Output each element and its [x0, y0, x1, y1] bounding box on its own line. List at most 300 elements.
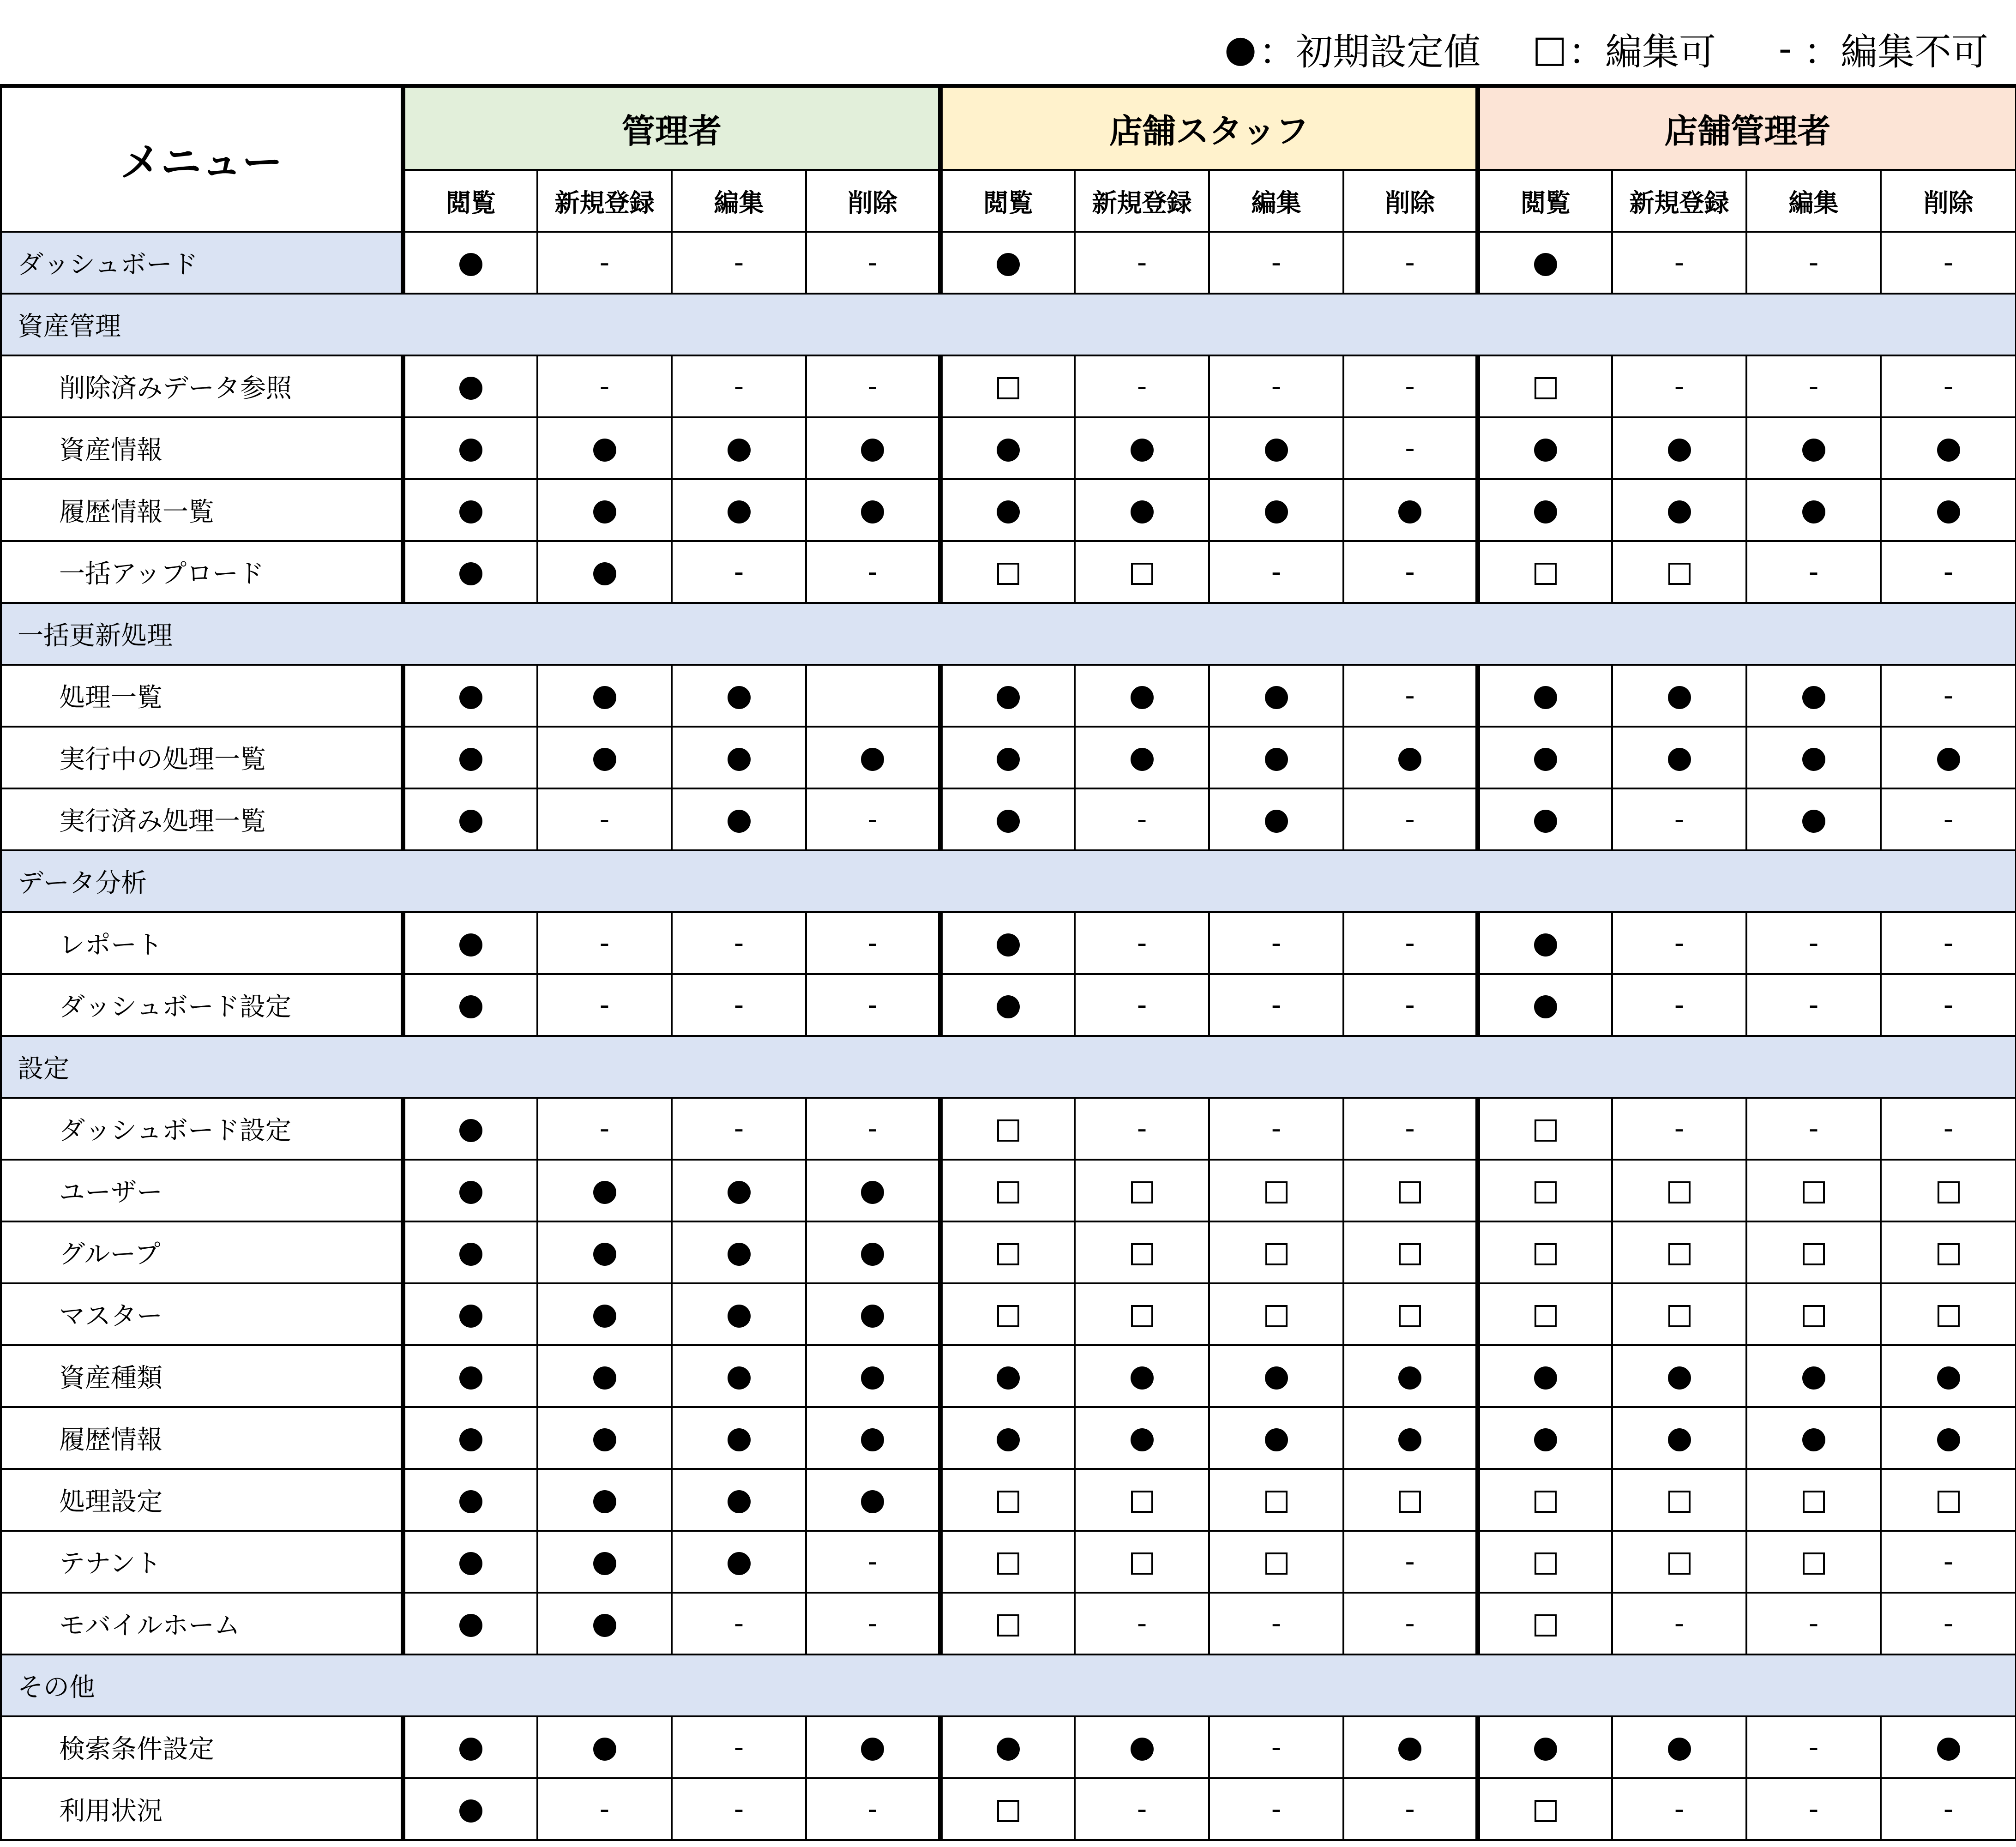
empty-square-icon	[1938, 1305, 1960, 1327]
permission-cell	[672, 1407, 806, 1469]
permission-cell	[403, 417, 537, 479]
filled-circle-icon	[1937, 1738, 1960, 1761]
filled-circle-icon	[728, 810, 751, 833]
dash-icon: -	[1943, 680, 1954, 712]
permission-cell	[1881, 1283, 2016, 1345]
filled-circle-icon	[1131, 748, 1154, 771]
dash-icon: -	[1405, 803, 1415, 836]
filled-circle-icon	[593, 1243, 616, 1266]
permission-cell	[672, 1221, 806, 1283]
permission-cell	[1478, 1531, 1612, 1593]
filled-circle-icon	[1398, 1738, 1421, 1761]
legend-default	[1222, 22, 1480, 75]
filled-circle-icon	[1131, 1738, 1154, 1761]
filled-circle-icon	[728, 1243, 751, 1266]
permission-cell	[806, 417, 940, 479]
permission-cell	[1075, 1098, 1209, 1160]
dash-icon: -	[1271, 556, 1282, 588]
permission-cell	[1343, 1160, 1478, 1221]
section-row	[1, 1036, 2016, 1098]
dash-icon: -	[1943, 927, 1954, 959]
permission-cell	[1343, 727, 1478, 788]
permission-cell	[1612, 541, 1746, 603]
filled-circle-icon	[728, 1428, 751, 1451]
permission-cell	[672, 1345, 806, 1407]
filled-circle-icon	[593, 1614, 616, 1637]
permission-cell	[403, 912, 537, 974]
permission-cell	[1075, 727, 1209, 788]
dash-icon: -	[1674, 247, 1685, 279]
permission-cell	[1343, 665, 1478, 727]
empty-square-icon	[1265, 1305, 1288, 1327]
filled-circle-icon	[459, 439, 482, 462]
permission-cell	[1209, 541, 1343, 603]
dash-icon: -	[1405, 1793, 1415, 1825]
permission-cell	[1746, 355, 1881, 417]
permission-cell	[672, 232, 806, 294]
permission-cell	[1075, 541, 1209, 603]
empty-square-icon	[1535, 1552, 1557, 1575]
filled-circle-icon	[1265, 810, 1288, 833]
filled-circle-icon	[593, 439, 616, 462]
permission-cell	[1881, 1160, 2016, 1221]
permission-cell	[672, 1778, 806, 1840]
permission-cell	[403, 1593, 537, 1654]
permission-cell	[940, 541, 1075, 603]
permission-cell	[806, 788, 940, 850]
filled-circle-icon	[1265, 1366, 1288, 1390]
empty-square-icon	[1399, 1305, 1421, 1327]
permission-cell	[1881, 1221, 2016, 1283]
permission-cell	[806, 1778, 940, 1840]
filled-circle-icon	[997, 686, 1020, 709]
table-row	[1, 1221, 2016, 1283]
dash-icon: -	[599, 803, 610, 836]
permission-cell	[403, 1283, 537, 1345]
filled-circle-icon	[459, 1243, 482, 1266]
empty-square-icon	[1131, 1305, 1153, 1327]
menu-item-label: 実行中の処理一覧	[1, 727, 403, 788]
filled-circle-icon	[459, 562, 482, 585]
permission-cell	[1746, 665, 1881, 727]
permission-cell	[940, 727, 1075, 788]
empty-square-icon	[1668, 1243, 1691, 1265]
permission-cell	[1478, 974, 1612, 1036]
dash-icon: -	[1137, 927, 1147, 959]
dash-icon: -	[867, 1793, 878, 1825]
filled-circle-icon	[1802, 1366, 1825, 1390]
permission-cell	[940, 1407, 1075, 1469]
role-header-store-staff: 店舗スタッフ	[940, 86, 1478, 170]
permission-cell	[1612, 727, 1746, 788]
filled-circle-icon	[1265, 748, 1288, 771]
dash-icon: -	[1137, 370, 1147, 403]
filled-circle-icon	[1668, 748, 1691, 771]
permission-cell	[1881, 1778, 2016, 1840]
dash-icon: -	[734, 247, 744, 279]
permission-cell	[1612, 912, 1746, 974]
permission-cell	[1881, 665, 2016, 727]
dash-icon: -	[1808, 989, 1819, 1021]
empty-square-icon	[1803, 1243, 1825, 1265]
dash-icon: -	[734, 1793, 744, 1825]
dash-icon: -	[734, 1113, 744, 1145]
permission-cell	[672, 479, 806, 541]
filled-circle-icon	[861, 1181, 884, 1204]
filled-circle-icon	[1534, 748, 1557, 771]
permission-cell	[1209, 1469, 1343, 1531]
filled-circle-icon	[1534, 995, 1557, 1018]
dash-icon: -	[1271, 1793, 1282, 1825]
permission-cell	[1881, 355, 2016, 417]
dash-icon: -	[867, 556, 878, 588]
permission-cell	[1881, 1407, 2016, 1469]
table-row	[1, 1407, 2016, 1469]
filled-circle-icon	[459, 1614, 482, 1637]
empty-square-icon	[1938, 1491, 1960, 1513]
permission-cell	[940, 1593, 1075, 1654]
legend-editable	[1531, 22, 1716, 75]
filled-circle-icon	[861, 500, 884, 523]
role-header-admin: 管理者	[403, 86, 940, 170]
filled-circle-icon	[1265, 500, 1288, 523]
filled-circle-icon	[1534, 1428, 1557, 1451]
permission-cell	[1343, 788, 1478, 850]
dash-icon: -	[1405, 1546, 1415, 1578]
filled-circle-icon	[1668, 1738, 1691, 1761]
filled-circle-icon	[593, 748, 616, 771]
permission-cell	[537, 1160, 672, 1221]
filled-circle-icon	[459, 1305, 482, 1328]
permission-cell	[672, 1531, 806, 1593]
legend-not-editable	[1767, 22, 1988, 75]
menu-item-label: ダッシュボード設定	[1, 974, 403, 1036]
filled-circle-icon	[1937, 1428, 1960, 1451]
permission-cell	[1343, 232, 1478, 294]
permission-cell	[672, 541, 806, 603]
permission-cell	[940, 417, 1075, 479]
dash-icon: -	[1405, 989, 1415, 1021]
dash-icon: -	[1778, 27, 1792, 70]
permission-cell	[403, 1221, 537, 1283]
perm-header-create: 新規登録	[1612, 170, 1746, 232]
permission-cell	[1075, 665, 1209, 727]
empty-square-icon	[997, 1119, 1019, 1142]
permission-cell	[1075, 1283, 1209, 1345]
permission-cell	[537, 1221, 672, 1283]
permission-cell	[1209, 1716, 1343, 1778]
permission-cell	[1612, 355, 1746, 417]
section-label: データ分析	[1, 850, 2016, 912]
permission-cell	[1478, 727, 1612, 788]
permission-cell	[940, 665, 1075, 727]
permission-cell	[1478, 232, 1612, 294]
permission-cell	[806, 974, 940, 1036]
filled-circle-icon	[459, 1552, 482, 1575]
permission-cell	[940, 974, 1075, 1036]
empty-square-icon	[1535, 563, 1557, 585]
dash-icon: -	[1674, 1113, 1685, 1145]
filled-circle-icon	[1398, 1428, 1421, 1451]
permission-cell	[537, 1407, 672, 1469]
permission-cell	[1478, 1778, 1612, 1840]
permission-cell	[1478, 417, 1612, 479]
section-label: 資産管理	[1, 294, 2016, 355]
permission-cell	[806, 1469, 940, 1531]
filled-circle-icon	[1802, 810, 1825, 833]
permission-cell	[1209, 1098, 1343, 1160]
empty-square-icon	[1668, 1491, 1691, 1513]
filled-circle-icon	[1131, 500, 1154, 523]
legend	[1222, 14, 1988, 83]
permission-cell	[1746, 1531, 1881, 1593]
permission-cell	[1209, 912, 1343, 974]
section-label: 設定	[1, 1036, 2016, 1098]
permission-cell	[806, 1221, 940, 1283]
menu-item-label: レポート	[1, 912, 403, 974]
table-row	[1, 1716, 2016, 1778]
permission-cell	[1612, 1345, 1746, 1407]
filled-circle-icon	[1534, 500, 1557, 523]
empty-square-icon	[1938, 1243, 1960, 1265]
dash-icon: -	[1674, 370, 1685, 403]
filled-circle-icon	[459, 1181, 482, 1204]
permission-cell	[1612, 1531, 1746, 1593]
dash-icon: -	[1674, 803, 1685, 836]
permission-cell	[806, 232, 940, 294]
permission-cell	[537, 232, 672, 294]
dash-icon: -	[1405, 927, 1415, 959]
dash-icon: -	[1674, 1793, 1685, 1825]
permission-cell	[1209, 479, 1343, 541]
permission-cell	[1209, 417, 1343, 479]
empty-square-icon	[1535, 1491, 1557, 1513]
permission-cell	[403, 788, 537, 850]
permission-cell	[1209, 1160, 1343, 1221]
permission-cell	[1612, 1593, 1746, 1654]
table-row	[1, 1283, 2016, 1345]
filled-circle-icon	[728, 1552, 751, 1575]
permission-cell	[672, 665, 806, 727]
filled-circle-icon: ●	[1224, 27, 1257, 70]
perm-header-view: 閲覧	[403, 170, 537, 232]
permission-cell	[1881, 479, 2016, 541]
permission-cell	[1209, 665, 1343, 727]
dash-icon: -	[734, 1607, 744, 1640]
empty-square-icon	[1535, 1800, 1557, 1822]
empty-square-icon	[1535, 1119, 1557, 1142]
permission-cell	[1746, 1098, 1881, 1160]
dash-icon: -	[1808, 1793, 1819, 1825]
permission-cell	[537, 1593, 672, 1654]
permission-cell	[1209, 355, 1343, 417]
dash-icon: -	[1943, 803, 1954, 836]
permission-cell	[1075, 232, 1209, 294]
permission-cell	[1075, 1407, 1209, 1469]
permission-cell	[1478, 1716, 1612, 1778]
filled-circle-icon	[1937, 748, 1960, 771]
permission-cell	[537, 727, 672, 788]
filled-circle-icon	[593, 686, 616, 709]
empty-square-icon	[1265, 1491, 1288, 1513]
filled-circle-icon	[593, 562, 616, 585]
permission-cell	[940, 912, 1075, 974]
filled-circle-icon	[861, 439, 884, 462]
permission-cell	[1075, 1593, 1209, 1654]
permission-cell	[940, 355, 1075, 417]
filled-circle-icon	[1131, 439, 1154, 462]
filled-circle-icon	[459, 377, 482, 400]
permission-cell	[537, 1531, 672, 1593]
filled-circle-icon	[1668, 500, 1691, 523]
permission-cell	[403, 479, 537, 541]
filled-circle-icon	[728, 500, 751, 523]
role-header-store-manager: 店舗管理者	[1478, 86, 2016, 170]
permission-cell	[1478, 1283, 1612, 1345]
permission-cell	[672, 1098, 806, 1160]
permission-cell	[1881, 1098, 2016, 1160]
permission-cell	[1478, 1221, 1612, 1283]
permission-cell	[1746, 1407, 1881, 1469]
permission-cell	[537, 541, 672, 603]
dash-icon: -	[1271, 1113, 1282, 1145]
permission-cell	[1075, 912, 1209, 974]
empty-square-icon	[997, 1800, 1019, 1822]
empty-square-icon	[1803, 1552, 1825, 1575]
permission-cell	[1612, 232, 1746, 294]
permission-cell	[537, 912, 672, 974]
permission-cell	[1478, 788, 1612, 850]
permission-cell	[1343, 1778, 1478, 1840]
dash-icon: -	[1943, 247, 1954, 279]
permission-cell	[672, 788, 806, 850]
dash-icon: -	[599, 247, 610, 279]
permission-cell	[537, 355, 672, 417]
menu-item-label: 履歴情報	[1, 1407, 403, 1469]
filled-circle-icon	[1534, 1366, 1557, 1390]
dash-icon: -	[1405, 680, 1415, 712]
permission-cell	[403, 1098, 537, 1160]
dash-icon: -	[1808, 927, 1819, 959]
filled-circle-icon	[997, 748, 1020, 771]
filled-circle-icon	[861, 1490, 884, 1513]
permission-cell	[806, 1160, 940, 1221]
filled-circle-icon	[728, 748, 751, 771]
filled-circle-icon	[861, 1305, 884, 1328]
dash-icon: -	[1808, 1113, 1819, 1145]
dash-icon: -	[1943, 989, 1954, 1021]
empty-square-icon	[1265, 1181, 1288, 1203]
filled-circle-icon	[1802, 748, 1825, 771]
filled-circle-icon	[997, 933, 1020, 957]
permission-cell	[1478, 665, 1612, 727]
section-row	[1, 1654, 2016, 1716]
filled-circle-icon	[997, 500, 1020, 523]
permission-cell	[403, 1469, 537, 1531]
filled-circle-icon	[997, 810, 1020, 833]
dash-icon: -	[1674, 1607, 1685, 1640]
permission-cell	[1746, 1778, 1881, 1840]
filled-circle-icon	[728, 686, 751, 709]
permission-cell	[1881, 541, 2016, 603]
table-row	[1, 1593, 2016, 1654]
empty-square-icon	[1535, 1305, 1557, 1327]
menu-item-label: グループ	[1, 1221, 403, 1283]
dash-icon: -	[867, 803, 878, 836]
empty-square-icon	[997, 1243, 1019, 1265]
permission-cell	[1478, 1469, 1612, 1531]
menu-item-label: 処理設定	[1, 1469, 403, 1531]
permission-cell	[940, 1531, 1075, 1593]
table-row	[1, 1778, 2016, 1840]
dash-icon: -	[599, 989, 610, 1021]
empty-square-icon	[1668, 563, 1691, 585]
empty-square-icon	[1535, 1243, 1557, 1265]
permission-cell	[537, 1716, 672, 1778]
permission-cell	[1075, 1221, 1209, 1283]
permission-cell	[1746, 541, 1881, 603]
permission-cell	[1478, 1160, 1612, 1221]
permission-cell	[537, 1098, 672, 1160]
permission-cell	[940, 1283, 1075, 1345]
filled-circle-icon	[593, 1552, 616, 1575]
permission-cell	[1209, 1407, 1343, 1469]
permission-cell	[1881, 912, 2016, 974]
dash-icon: -	[1271, 989, 1282, 1021]
empty-square-icon	[1535, 1614, 1557, 1636]
empty-square-icon	[997, 563, 1019, 585]
perm-header-create: 新規登録	[537, 170, 672, 232]
empty-square-icon	[997, 1614, 1019, 1636]
permission-cell	[537, 479, 672, 541]
dash-icon: -	[1808, 247, 1819, 279]
dash-icon: -	[734, 1731, 744, 1763]
permission-cell	[672, 355, 806, 417]
menu-item-label: テナント	[1, 1531, 403, 1593]
perm-header-view: 閲覧	[1478, 170, 1612, 232]
permission-cell	[1746, 1160, 1881, 1221]
permission-cell	[940, 1778, 1075, 1840]
permission-cell	[672, 1160, 806, 1221]
permission-cell	[672, 417, 806, 479]
filled-circle-icon	[1937, 1366, 1960, 1390]
empty-square-icon	[1668, 1305, 1691, 1327]
dash-icon: -	[734, 370, 744, 403]
permission-cell	[1612, 1407, 1746, 1469]
permission-cell	[1746, 232, 1881, 294]
dash-icon: -	[867, 989, 878, 1021]
dash-icon: -	[1137, 247, 1147, 279]
filled-circle-icon	[459, 500, 482, 523]
perm-header-create: 新規登録	[1075, 170, 1209, 232]
permission-cell	[403, 1778, 537, 1840]
filled-circle-icon	[593, 1428, 616, 1451]
table-body	[1, 232, 2016, 1840]
filled-circle-icon	[997, 253, 1020, 276]
filled-circle-icon	[1937, 439, 1960, 462]
filled-circle-icon	[1131, 1428, 1154, 1451]
permission-cell	[1478, 541, 1612, 603]
perm-header-delete: 削除	[806, 170, 940, 232]
permission-table	[0, 84, 2016, 1841]
filled-circle-icon	[459, 1428, 482, 1451]
permission-cell	[806, 1716, 940, 1778]
perm-header-edit: 編集	[672, 170, 806, 232]
dash-icon: -	[1943, 1113, 1954, 1145]
table-row	[1, 1098, 2016, 1160]
permission-cell	[1746, 1593, 1881, 1654]
section-label: 一括更新処理	[1, 603, 2016, 665]
